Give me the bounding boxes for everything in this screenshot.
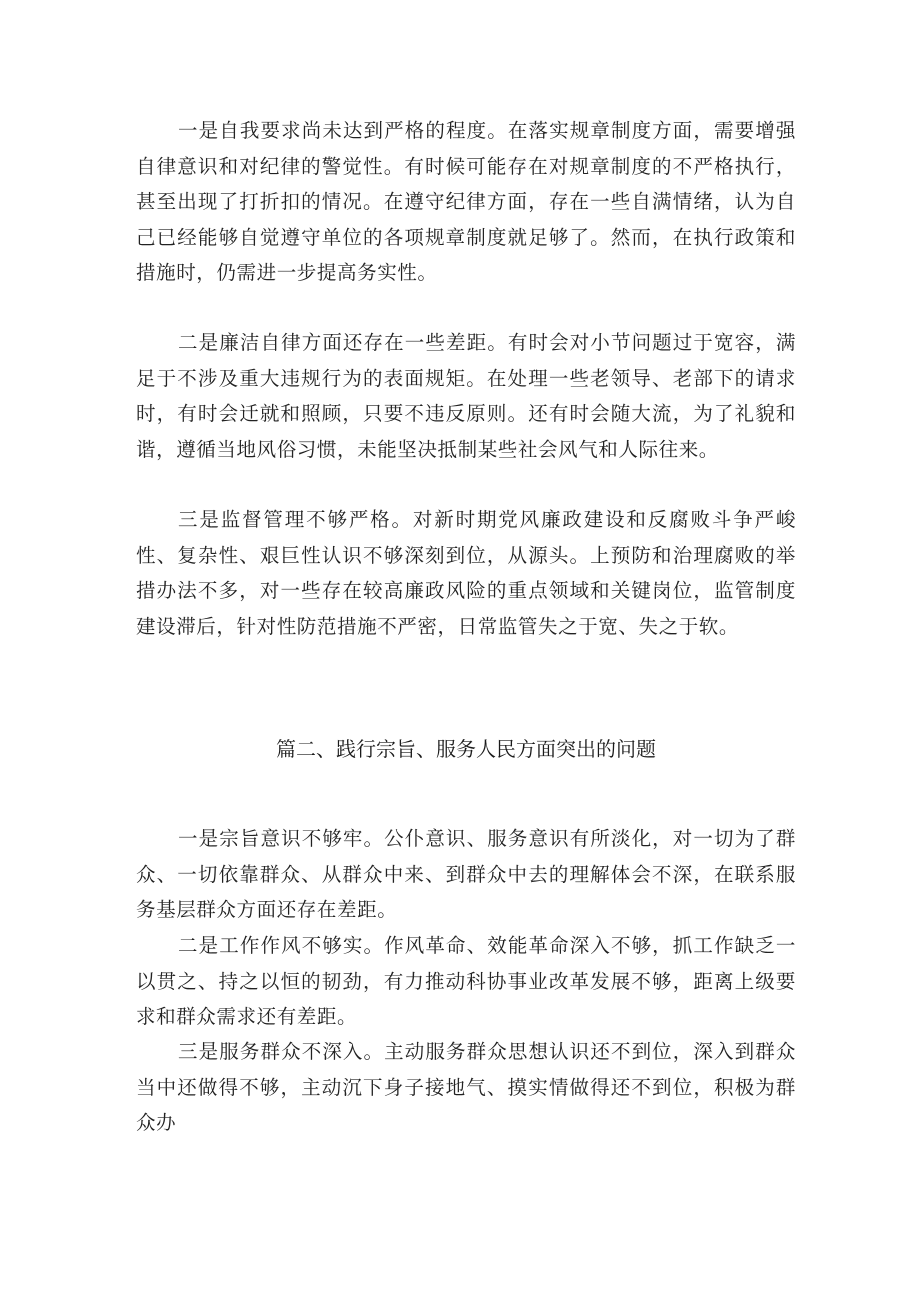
paragraph-work-style: 二是工作作风不够实。作风革命、效能革命深入不够，抓工作缺乏一以贯之、持之以恒的韧劲，有力推动科协事业改革发展不够，距离上级要求和群众需求还有差距。 bbox=[136, 934, 796, 1028]
section-heading: 篇二、践行宗旨、服务人民方面突出的问题 bbox=[276, 737, 656, 761]
paragraph-integrity: 二是廉洁自律方面还存在一些差距。有时会对小节问题过于宽容，满足于不涉及重大违规行为的表面规矩。在处理一些老领导、老部下的请求时，有时会迁就和照顾，只要不违反原则。还有时会随大流，为了礼貌和谐，遵循当地风俗习惯，未能坚决抵制某些社会风气和人际往来。 bbox=[136, 331, 796, 461]
paragraph-self-discipline: 一是自我要求尚未达到严格的程度。在落实规章制度方面，需要增强自律意识和对纪律的警觉性。有时候可能存在对规章制度的不严格执行，甚至出现了打折扣的情况。在遵守纪律方面，存在一些自满情绪，认为自己已经能够自觉遵守单位的各项规章制度就足够了。然而，在执行政策和措施时，仍需进一步提高务实性。 bbox=[136, 119, 796, 284]
paragraph-serving-masses: 三是服务群众不深入。主动服务群众思想认识还不到位，深入到群众当中还做得不够，主动沉下身子接地气、摸实情做得还不到位，积极为群众办 bbox=[136, 1040, 796, 1134]
paragraph-supervision: 三是监督管理不够严格。对新时期党风廉政建设和反腐败斗争严峻性、复杂性、艰巨性认识不够深刻到位，从源头。上预防和治理腐败的举措办法不多，对一些存在较高廉政风险的重点领域和关键岗位，监管制度建设滞后，针对性防范措施不严密，日常监管失之于宽、失之于软。 bbox=[136, 508, 796, 638]
paragraph-purpose-awareness: 一是宗旨意识不够牢。公仆意识、服务意识有所淡化，对一切为了群众、一切依靠群众、从群众中来、到群众中去的理解体会不深，在联系服务基层群众方面还存在差距。 bbox=[136, 827, 796, 921]
